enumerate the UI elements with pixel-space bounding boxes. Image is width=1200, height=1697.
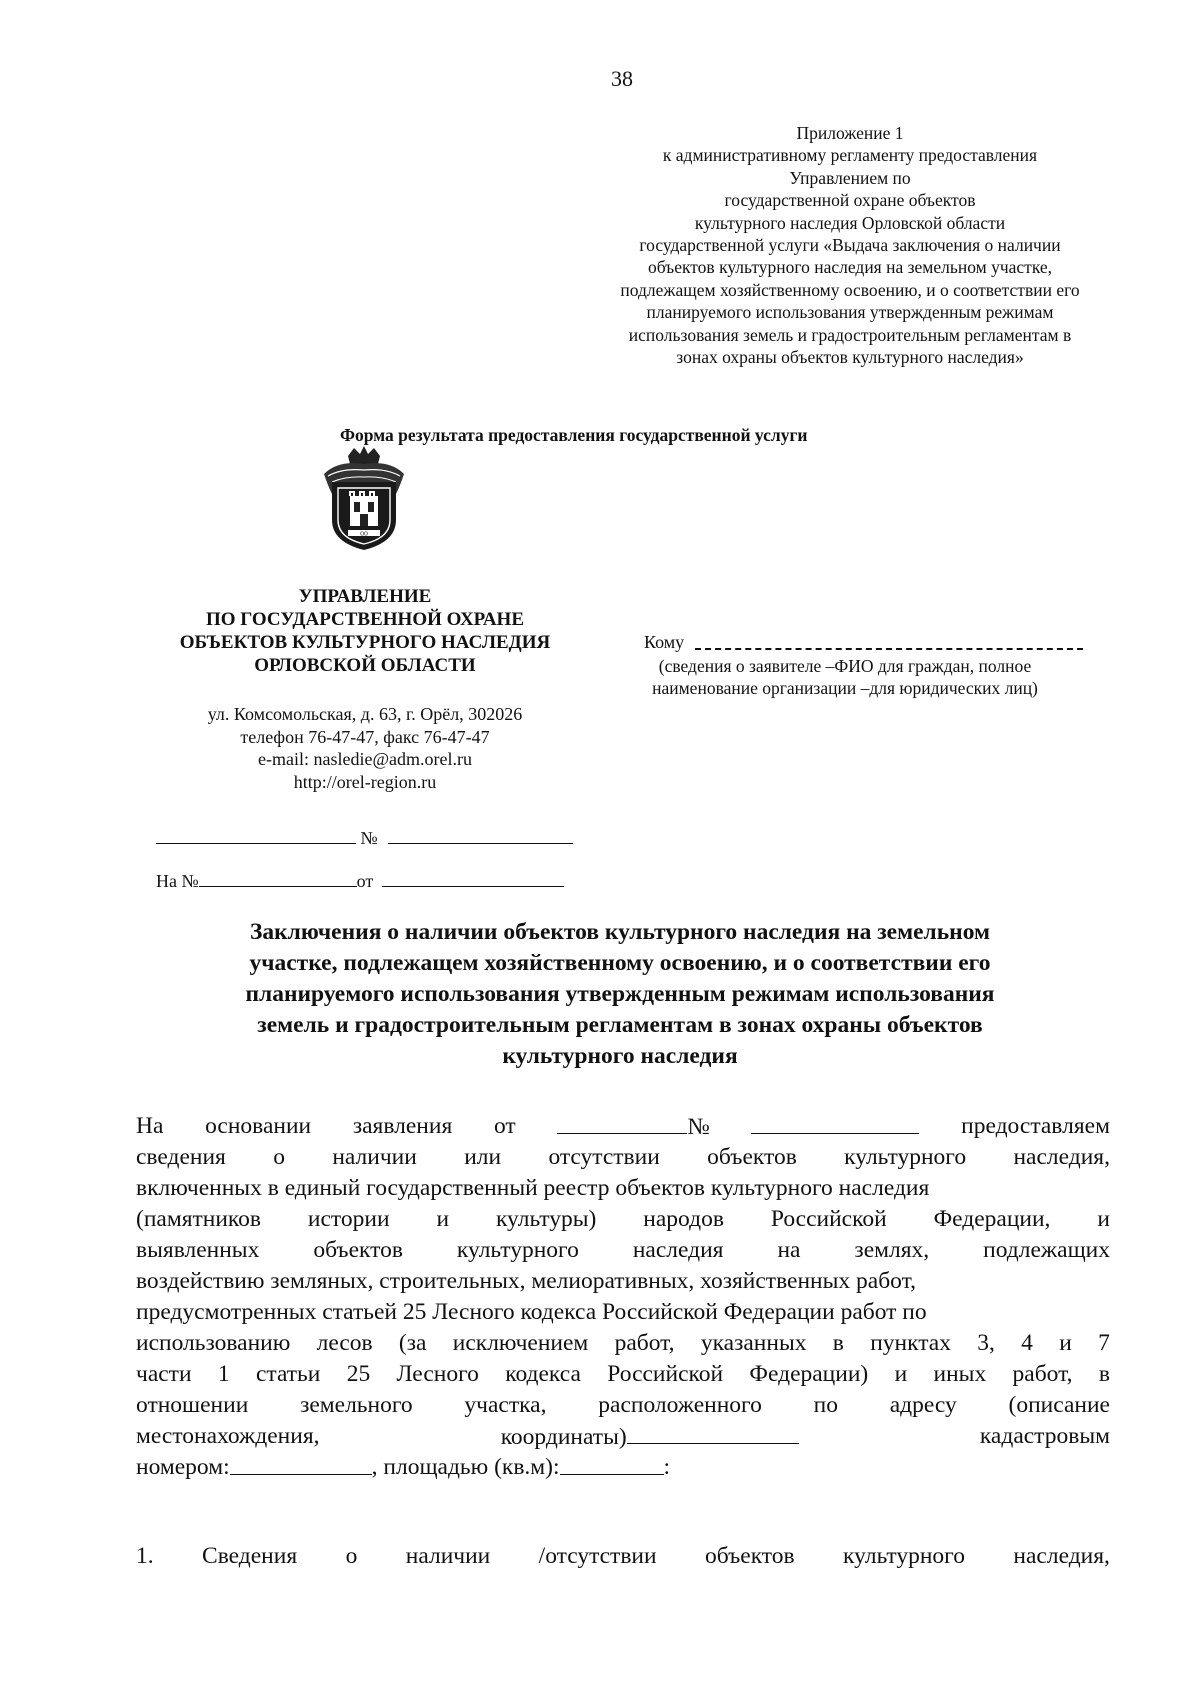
word: части [136,1361,192,1387]
word: 3, [977,1330,995,1356]
appendix-line: зонах охраны объектов культурного наследия» [676,347,1024,368]
word: расположенного [598,1392,762,1418]
word: лесов [316,1330,373,1356]
word: наличии [405,1543,491,1569]
word: 25 [346,1361,371,1387]
recipient-note [620,655,1070,699]
word: Лесного [396,1361,479,1387]
recipient-note-line: наименование организации –для юридических лиц) [652,678,1038,698]
word: использованию [136,1330,291,1356]
body-line [136,1204,1110,1235]
address-line: ул. Комсомольская, д. 63, г. Орёл, 302026 [207,704,523,724]
title-line: планируемого использования утвержденным режимам использования [245,981,995,1007]
on-number-blank [199,868,347,887]
word: и [894,1361,908,1387]
body-line [136,1173,1110,1204]
email-line: e-mail: nasledie@adm.orel.ru [258,749,472,769]
word: : [663,1454,671,1480]
word: адресу [889,1392,957,1418]
word: На [136,1113,164,1139]
number-sign: № [687,1114,710,1140]
organization-address [150,703,580,793]
body-line-text: включенных в единый государственный реестр объектов культурного наследия [136,1175,930,1201]
word: или [464,1144,502,1170]
word: сведения [136,1144,226,1170]
appendix-line: культурного наследия Орловской области [694,212,1006,233]
word: указанных [700,1330,807,1356]
item-number: 1. [136,1543,154,1569]
word: и [1097,1206,1110,1232]
body-line [136,1142,1110,1173]
word: участка, [464,1392,547,1418]
word: заявления [352,1113,453,1139]
word: Федерации, [933,1206,1051,1232]
word: 4 [1021,1330,1033,1356]
coat-of-arms-icon [318,446,410,554]
area-blank [560,1452,664,1475]
body-line [136,1111,1110,1142]
appendix-line: Приложение 1 [796,123,904,143]
appendix-line: объектов культурного наследия на земельном участке, [647,257,1053,278]
word: 1 [217,1361,230,1387]
organization-line: ОРЛОВСКОЙ ОБЛАСТИ [254,655,476,676]
recipient-dashes [695,638,1083,650]
word: отсутствии [548,1144,660,1170]
word: и [1059,1330,1072,1356]
website-line: http://orel-region.ru [293,771,437,792]
body-line [136,1390,1110,1421]
body-line [136,1266,1110,1297]
word: объектов [707,1144,797,1170]
word: Российской [607,1361,724,1387]
word: народов [643,1206,724,1232]
word: , площадью (кв.м): [371,1454,560,1480]
word: культурного [843,1543,965,1569]
word: наследия, [1013,1144,1110,1170]
word: отношении [136,1392,249,1418]
word: исключением [452,1330,589,1356]
word: координаты) [500,1424,627,1450]
word: номером: [136,1454,230,1480]
application-number-blank [751,1111,919,1134]
body-line [136,1297,1110,1328]
appendix-header [540,122,1160,368]
title-line: Заключения о наличии объектов культурного наследия на земельном [249,919,991,945]
word: землях, [854,1237,930,1263]
recipient-line [644,632,1083,653]
word: культурного [456,1237,579,1263]
word: (памятников [136,1206,262,1232]
word: о [345,1543,358,1569]
word: (за [398,1330,427,1356]
coordinates-field [501,1421,799,1452]
appendix-line: к административному регламенту предоставления [662,145,1038,166]
title-line: культурного наследия [502,1043,738,1069]
organization-line: ПО ГОСУДАРСТВЕННОЙ ОХРАНЕ [205,609,525,630]
word: работ, [1012,1361,1073,1387]
word: 7 [1098,1330,1110,1356]
word: выявленных [136,1237,260,1263]
organization-name [150,585,580,677]
word: подлежащих [983,1237,1110,1263]
from-date-blank [382,868,564,887]
word: в [832,1330,844,1356]
word: кадастровым [979,1423,1110,1449]
word: статьи [255,1361,321,1387]
word: иных [933,1361,987,1387]
word: истории [307,1206,390,1232]
word: от [493,1113,516,1139]
body-line [136,1452,1110,1483]
word: пунктах [870,1330,951,1356]
recipient-label: Кому [644,632,685,652]
word: работ, [614,1330,675,1356]
word: культурного [844,1144,967,1170]
word: основании [205,1113,312,1139]
organization-line: УПРАВЛЕНИЕ [298,586,432,607]
cadastral-number-blank [230,1452,372,1475]
svg-text:ОО: ОО [360,531,368,538]
word: наследия [632,1237,724,1263]
page-number: 38 [611,66,633,91]
address-line: телефон 76-47-47, факс 76-47-47 [240,726,490,747]
body-line [136,1359,1110,1390]
body-line [136,1235,1110,1266]
appendix-line: государственной услуги «Выдача заключения о наличии [639,235,1061,256]
coordinates-blank [627,1421,799,1444]
appendix-line: подлежащем хозяйственному освоению, и о соответствии его [620,279,1080,300]
registration-line [156,825,573,849]
on-number-line [156,868,564,892]
date-blank [156,825,356,844]
number-sign: № [360,828,378,848]
body-paragraph [136,1111,1110,1483]
word: объектов [705,1543,795,1569]
word: /отсутствии [538,1543,657,1569]
word: наличии [332,1144,417,1170]
word: по [813,1392,838,1418]
organization-line: ОБЪЕКТОВ КУЛЬТУРНОГО НАСЛЕДИЯ [179,632,551,653]
word: о [273,1144,285,1170]
appendix-line: государственной охране объектов [724,190,976,211]
body-line-text: предусмотренных статьей 25 Лесного кодекса Российской Федерации работ по [136,1299,927,1325]
title-line: участке, подлежащем хозяйственному освоению, и о соответствии его [249,950,991,976]
word: объектов [313,1237,403,1263]
appendix-line: использования земель и градостроительным регламентам в [628,324,1072,345]
section-1-heading [136,1543,1110,1570]
body-line [136,1421,1110,1452]
word: местонахождения, [136,1423,320,1449]
word: культуры) [495,1206,597,1232]
body-line [136,1328,1110,1359]
word: земельного [300,1392,413,1418]
from-label: от [356,871,374,891]
word: Сведения [202,1543,298,1569]
number-blank [388,825,573,844]
body-line-text: воздействию земляных, строительных, мелиоративных, хозяйственных работ, [136,1268,916,1294]
date-blank [557,1111,687,1134]
word: и [436,1206,450,1232]
application-date-field [557,1111,709,1142]
recipient-note-line: (сведения о заявителе –ФИО для граждан, полное [658,656,1032,676]
word: Федерации) [749,1361,869,1387]
word: в [1098,1361,1110,1387]
word: предоставляем [961,1113,1110,1139]
on-number-label: На № [156,871,199,891]
title-line: земель и градостроительным регламентам в зонах охраны объектов [257,1012,983,1038]
word: (описание [1008,1392,1110,1418]
form-title: Форма результата предоставления государственной услуги [340,425,808,445]
gap-blank [347,868,357,887]
document-title [140,917,1100,1072]
word: Российской [770,1206,887,1232]
word: на [777,1237,801,1263]
appendix-line: планируемого использования утвержденным режимам [646,302,1054,323]
word: наследия, [1013,1543,1110,1569]
appendix-line: Управлением по [789,167,911,188]
word: кодекса [505,1361,581,1387]
